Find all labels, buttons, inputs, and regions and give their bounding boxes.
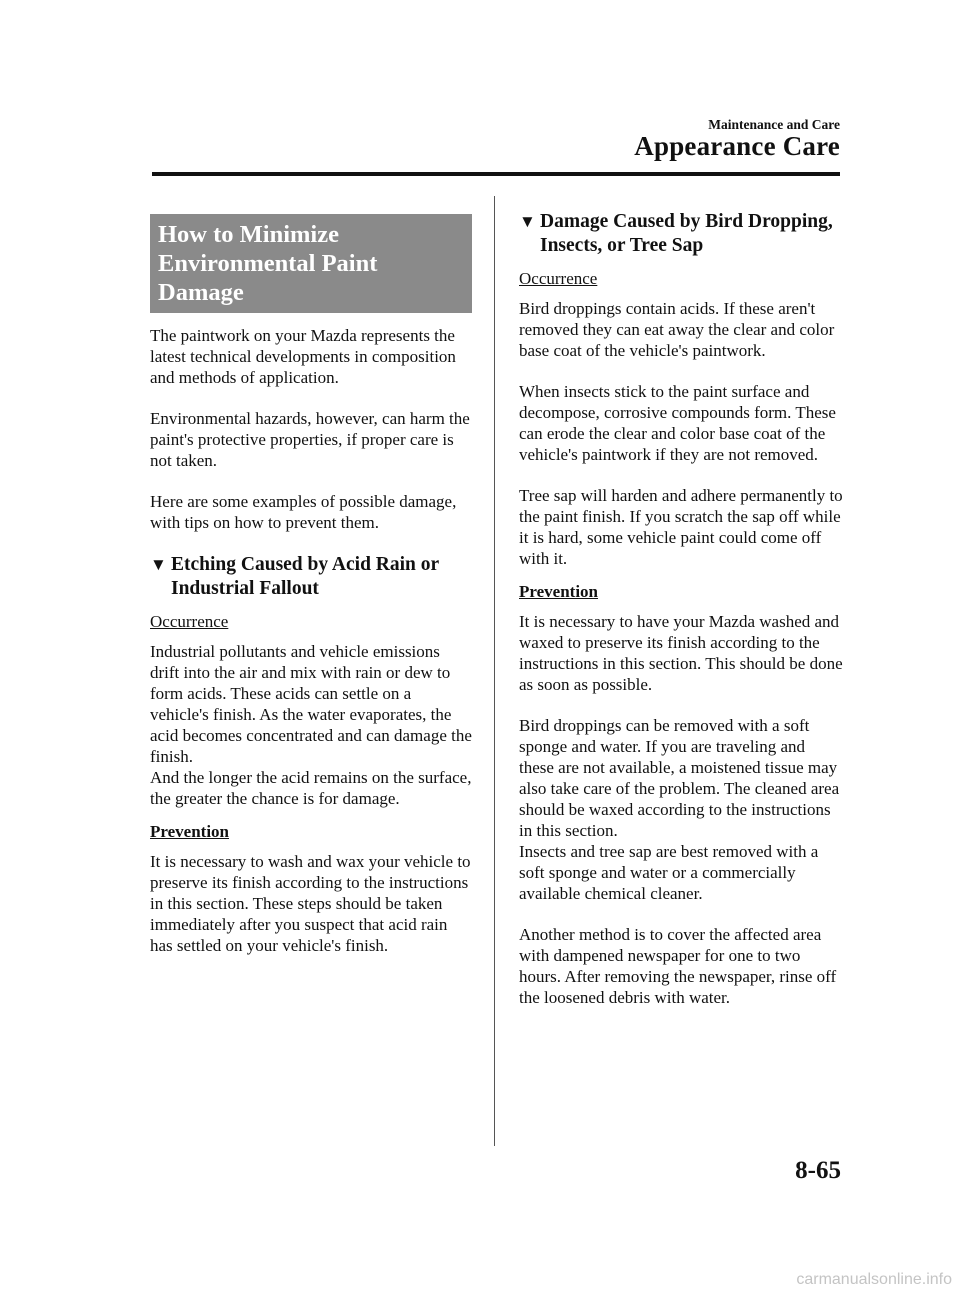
left-column	[150, 214, 472, 976]
triangle-down-icon: ▼	[519, 212, 536, 231]
subsection-heading-bird-dropping	[519, 210, 844, 258]
prevention-paragraph: It is necessary to have your Mazda washed and waxed to preserve its finish according to the instructions in this section. This should be done as soon as possible.	[519, 612, 843, 694]
subsection-heading-acid-rain	[150, 553, 472, 601]
section-title-line-2: Environmental Paint Damage	[158, 250, 378, 306]
subsection-title: Damage Caused by Bird Dropping, Insects, or Tree Sap	[540, 211, 833, 256]
intro-paragraph: Here are some examples of possible damage, with tips on how to prevent them.	[150, 492, 457, 532]
prevention-paragraph: Another method is to cover the affected area with dampened newspaper for one to two hours. After removing the newspaper, rinse off the loosened debris with water.	[519, 925, 837, 1007]
prevention-paragraph: Bird droppings can be removed with a soft sponge and water. If you are traveling and these are not available, a moistened tissue may also take care of the problem. The cleaned area should be waxed according to the instructions in this section.	[519, 716, 840, 840]
section-title-line-1: How to Minimize	[158, 221, 339, 248]
header-rule	[152, 172, 840, 176]
prevention-label: Prevention	[519, 582, 599, 601]
subsection-title: Etching Caused by Acid Rain or Industrial Fallout	[171, 554, 439, 599]
chapter-label: Maintenance and Care	[708, 117, 840, 132]
occurrence-paragraph: And the longer the acid remains on the surface, the greater the chance is for damage.	[150, 768, 472, 808]
occurrence-paragraph: Bird droppings contain acids. If these aren't removed they can eat away the clear and color base coat of the vehicle's paintwork.	[519, 299, 835, 360]
page-title: Appearance Care	[634, 131, 840, 161]
prevention-label: Prevention	[150, 822, 230, 841]
column-divider	[494, 196, 495, 1146]
prevention-paragraph: Insects and tree sap are best removed with a soft sponge and water or a commercially available chemical cleaner.	[519, 842, 819, 903]
page-number: 8-65	[795, 1157, 841, 1184]
intro-paragraph: The paintwork on your Mazda represents the latest technical developments in composition and methods of application.	[150, 326, 456, 387]
watermark: carmanualsonline.info	[796, 1271, 952, 1288]
occurrence-paragraph: Industrial pollutants and vehicle emissions drift into the air and mix with rain or dew to form acids. These acids can settle on a vehicle's finish. As the water evaporates, the acid becomes concentrated and can damage the finish.	[150, 642, 472, 766]
occurrence-label: Occurrence	[519, 269, 598, 288]
occurrence-label: Occurrence	[150, 612, 229, 631]
section-banner	[150, 214, 472, 313]
prevention-paragraph: It is necessary to wash and wax your vehicle to preserve its finish according to the instructions in this section. These steps should be taken immediately after you suspect that acid rain has settled on your vehicle's finish.	[150, 852, 471, 955]
occurrence-paragraph: When insects stick to the paint surface and decompose, corrosive compounds form. These can erode the clear and color base coat of the vehicle's paintwork if they are not removed.	[519, 382, 836, 464]
occurrence-paragraph: Tree sap will harden and adhere permanently to the paint finish. If you scratch the sap off while it is hard, some vehicle paint could come off with it.	[519, 486, 843, 568]
intro-paragraph: Environmental hazards, however, can harm the paint's protective properties, if proper care is not taken.	[150, 409, 470, 470]
triangle-down-icon: ▼	[150, 555, 167, 574]
right-column	[519, 210, 844, 1028]
